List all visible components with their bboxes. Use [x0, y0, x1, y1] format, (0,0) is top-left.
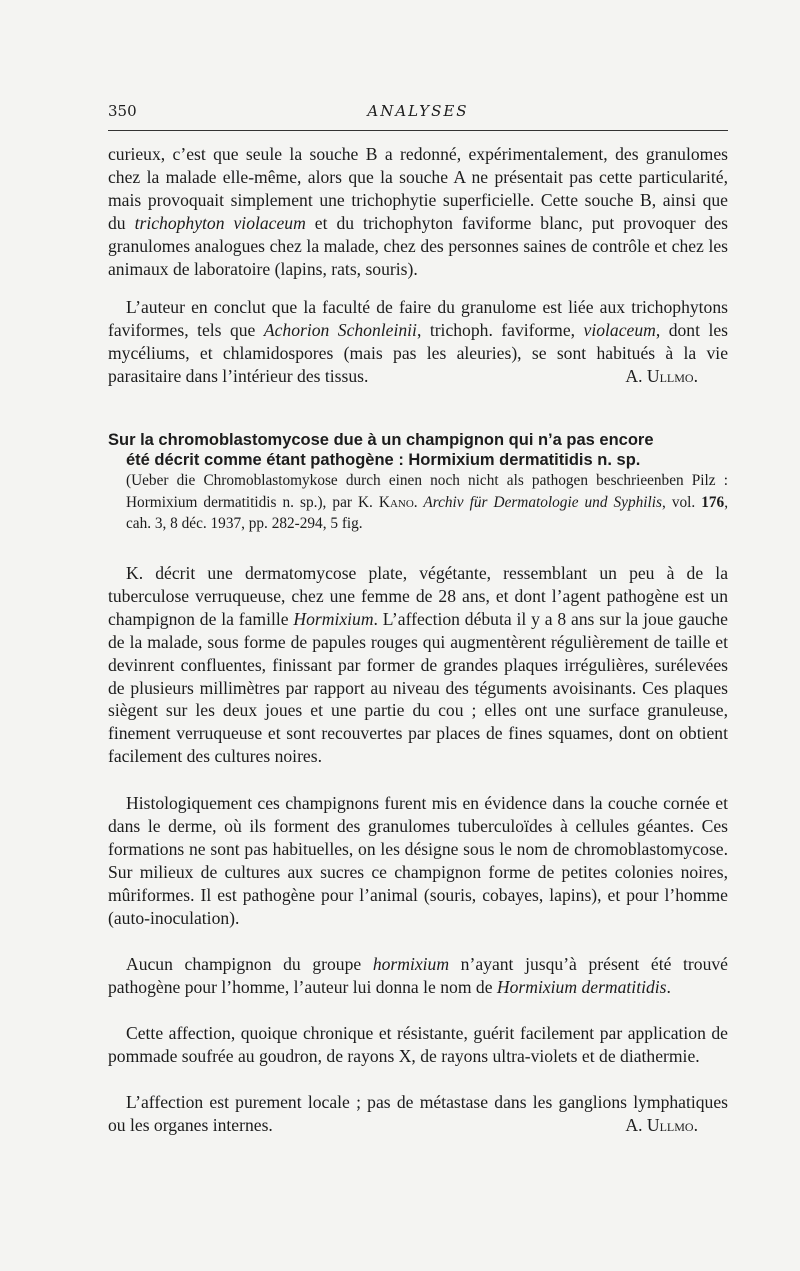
article-paragraph-3: Aucun champignon du groupe hormixium n’ayant jusqu’à présent été trouvé pathogène pour l’homme, l’auteur lui donna le nom de Hormixium dermatitidis.: [108, 954, 728, 997]
article-paragraph-4: Cette affection, quoique chronique et résistante, guérit facilement par application de pommade soufrée au goudron, de rayons X, de rayons ultra-violets et de diathermie.: [108, 1023, 728, 1066]
prev-paragraph-2: L’auteur en conclut que la faculté de faire du granulome est liée aux trichophytons faviformes, tels que Achorion Schonleinii, trichoph. faviforme, violaceum, dont les mycéliums, et chlamidospores (mais pas les aleuries), se sont habitués à la vie parasitaire dans l’intérieur des tissus. A. Ullmo.: [108, 297, 728, 386]
running-head: ANALYSES: [367, 102, 469, 120]
page-header: [108, 96, 728, 124]
prev-paragraph-1: curieux, c’est que seule la souche B a redonné, expérimentalement, des granulomes chez la malade elle-même, alors que la souche A ne présentait pas cette particularité, mais provoquait simplement une trichophytie superficielle. Cette souche B, ainsi que du trichophyton violaceum et du trichophyton faviforme blanc, put provoquer des granulomes analogues chez la malade, chez des personnes saines de contrôle et chez les animaux de laboratoire (lapins, rats, souris).: [108, 144, 728, 279]
article-paragraph-2: Histologiquement ces champignons furent mis en évidence dans la couche cornée et dans le derme, où ils forment des granulomes tuberculoïdes à cellules géantes. Ces formations ne sont pas habituelles, on les désigne sous le nom de chromoblastomycose. Sur milieux de cultures aux sucres ce champignon forme de petites colonies noires, mûriformes. Il est pathogène pour l’animal (souris, cobayes, lapins), et pour l’homme (auto-inoculation).: [108, 793, 728, 928]
article-paragraph-1: K. décrit une dermatomycose plate, végétante, ressemblant un peu à de la tuberculose verruqueuse, chez une femme de 28 ans, et dont l’agent pathogène est un champignon de la famille Hormixium. L’affection débuta il y a 8 ans sur la joue gauche de la malade, sous forme de papules rouges qui augmentèrent régulièrement de taille et devinrent confluentes, finissant par former de grandes plaques irrégulières, surélevées de plusieurs millimètres par rapport au niveau des téguments avoisinants. Ces plaques siègent sur les deux joues et une partie du cou ; elles ont une surface granuleuse, finement verruqueuse et sont recouvertes par places de fines squames, dont on obtient facilement des cultures noires.: [108, 563, 728, 767]
article-paragraph-5: L’affection est purement locale ; pas de métastase dans les ganglions lymphatiques ou les organes internes. A. Ullmo.: [108, 1092, 728, 1135]
page: [108, 96, 729, 1135]
page-number: 350: [108, 102, 137, 120]
signature: A. Ullmo.: [625, 1114, 698, 1135]
article-reference: (Ueber die Chromoblastomykose durch einen noch nicht als pathogen beschrieenben Pilz : Hormixium dermatitidis n. sp.), par K. Kano. Archiv für Dermatologie und Syphilis, vol. 176, cah. 3, 8 déc. 1937, pp. 282-294, 5 fig.: [126, 472, 729, 532]
header-rule: [108, 130, 728, 131]
signature: A. Ullmo.: [625, 365, 698, 386]
article-title: Sur la chromoblastomycose due à un champignon qui n’a pas encore été décrit comme étant pathogène : Hormixium dermatitidis n. sp.: [108, 431, 654, 469]
